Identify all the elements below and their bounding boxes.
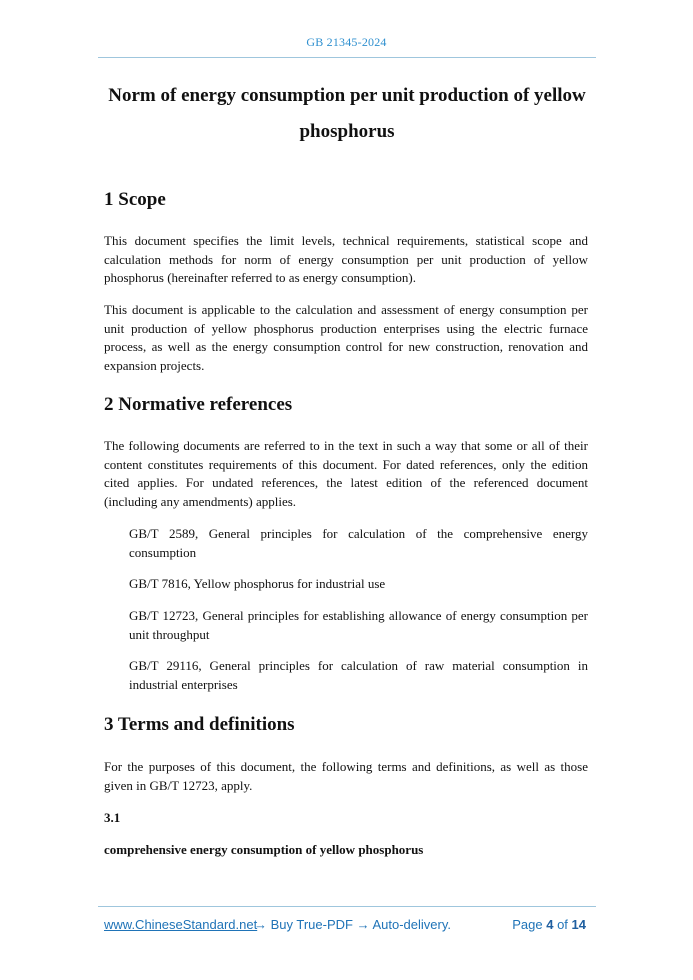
- page-of: of: [557, 917, 568, 932]
- page-label: Page: [512, 917, 543, 932]
- section-heading-scope: 1 Scope: [104, 189, 166, 210]
- section-heading-terms-definitions: 3 Terms and definitions: [104, 714, 295, 735]
- reference-item: GB/T 7816, Yellow phosphorus for industrial use: [129, 576, 386, 591]
- header-standard-code: GB 21345-2024: [306, 35, 387, 49]
- footer-website-link[interactable]: www.ChineseStandard.net: [104, 917, 258, 932]
- terms-intro-paragraph: For the purposes of this document, the following terms and definitions, as well as those given in GB/T 12723, apply.: [104, 759, 588, 793]
- reference-item: GB/T 12723, General principles for establishing allowance of energy consumption per unit throughput: [129, 608, 588, 642]
- header-divider: [98, 57, 596, 58]
- footer-divider: [98, 906, 596, 907]
- section-heading-normative-references: 2 Normative references: [104, 394, 293, 415]
- document-title: [98, 78, 596, 150]
- reference-item: GB/T 2589, General principles for calculation of the comprehensive energy consumption: [129, 526, 588, 560]
- title-line-1: Norm of energy consumption per unit production of yellow: [108, 85, 586, 106]
- scope-paragraph-2: This document is applicable to the calculation and assessment of energy consumption per unit production of yellow phosphorus production enterprises using the electric furnace process, as well as the energy consumption control for new construction, renovation and expansion projects.: [104, 302, 588, 373]
- page-total: 14: [571, 917, 586, 932]
- page-current: 4: [546, 917, 554, 932]
- reference-item: GB/T 29116, General principles for calculation of raw material consumption in industrial enterprises: [129, 658, 588, 692]
- title-line-2: phosphorus: [299, 121, 395, 142]
- normative-intro-paragraph: The following documents are referred to in the text in such a way that some or all of their content constitutes requirements of this document. For dated references, only the edition cited applies. For undated references, the latest edition of the referenced document (including any amendments) applies.: [104, 438, 588, 509]
- term-number: 3.1: [104, 810, 121, 825]
- footer: [104, 917, 586, 933]
- term-name: comprehensive energy consumption of yellow phosphorus: [104, 842, 424, 857]
- scope-paragraph-1: This document specifies the limit levels, technical requirements, statistical scope and calculation methods for norm of energy consumption per unit production of yellow phosphorus (hereinafter referred to as energy consumption).: [104, 233, 588, 285]
- footer-page-indicator: [512, 917, 586, 932]
- footer-tagline: → Buy True-PDF → Auto-delivery.: [254, 917, 451, 932]
